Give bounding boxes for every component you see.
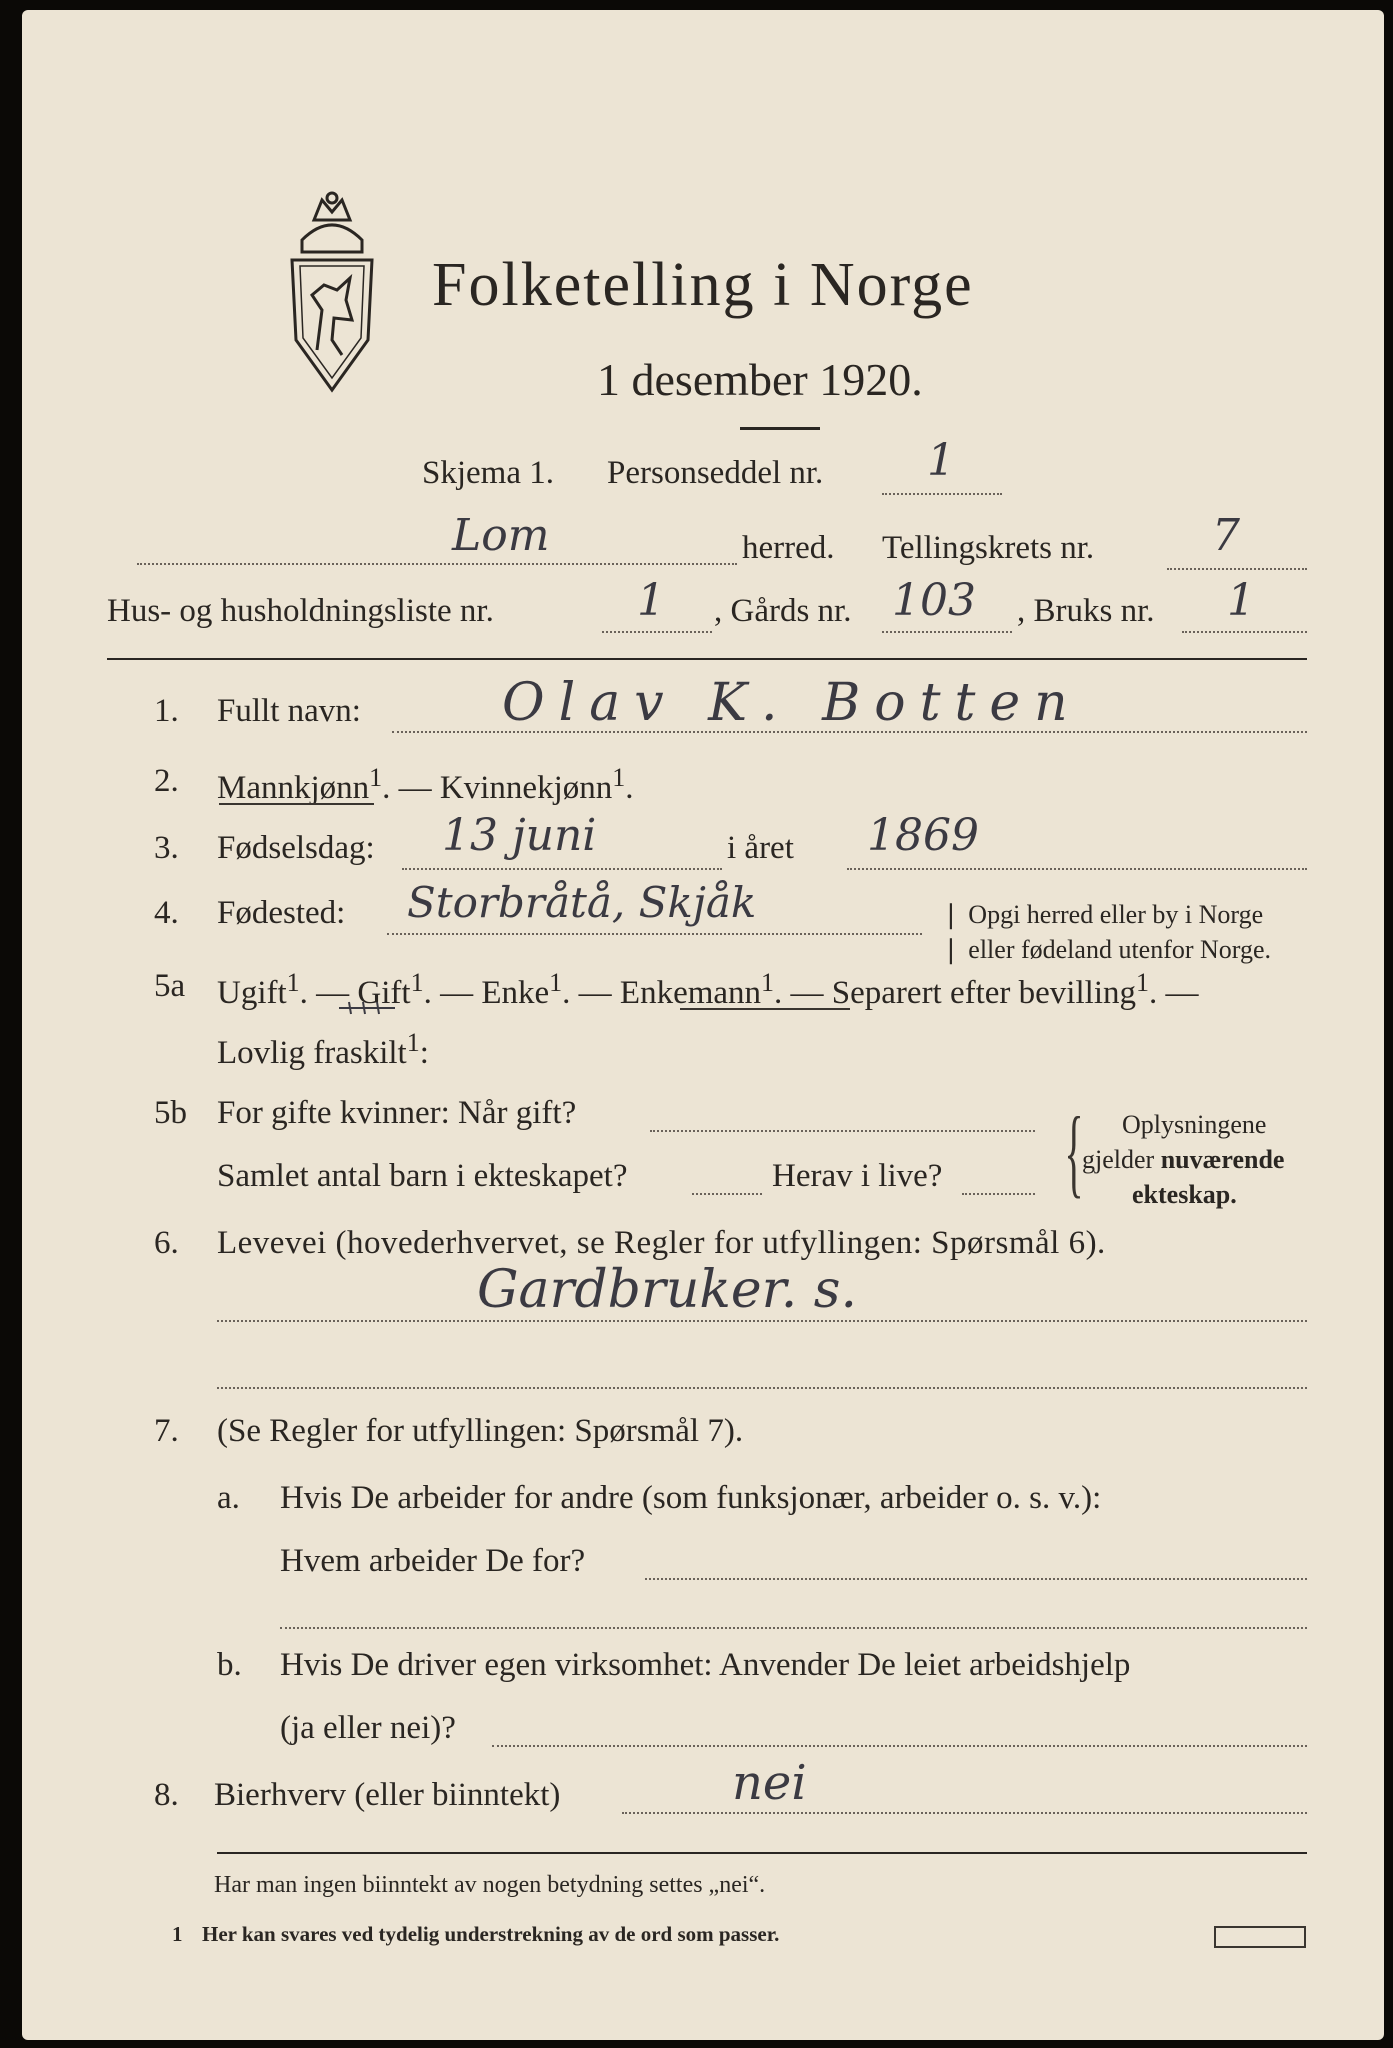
bottom-note: Har man ingen biinntekt av nogen betydning settes „nei“. <box>214 1872 766 1898</box>
full-name-value: Olav K. Botten <box>502 673 1082 733</box>
option-gift: Gift <box>357 975 411 1011</box>
footnote-mark: 1 <box>172 1922 183 1946</box>
birthplace-note-2: ❘ eller fødeland utenfor Norge. <box>940 935 1272 964</box>
year-label: i året <box>727 830 794 866</box>
q7a-text: Hvis De arbeider for andre (som funksjonær, arbeider o. s. v.): <box>280 1480 1102 1516</box>
form-title: Folketelling i Norge <box>432 251 974 319</box>
hus-value: 1 <box>637 575 665 626</box>
q4-label: Fødested: <box>217 895 346 931</box>
note-brace: { <box>1064 1096 1084 1207</box>
occupation-value: Gardbruker. s. <box>477 1260 858 1320</box>
personseddel-line <box>882 493 1002 495</box>
enkemann-underline <box>680 1008 850 1010</box>
q7a-text-2: Hvem arbeider De for? <box>280 1543 586 1579</box>
q7b-text: Hvis De driver egen virksomhet: Anvender De leiet arbeidshjelp <box>280 1647 1131 1683</box>
q2-number: 2. <box>154 763 179 799</box>
lovlig-fraskilt: Lovlig fraskilt$^1$: <box>217 1028 429 1071</box>
footnote-text: Her kan svares ved tydelig understrekning av de ord som passer. <box>202 1922 780 1946</box>
marital-status-options: Ugift$^1$. — Gift$^1$. — Enke$^1$. — Enkemann$^1$. — Separert efter bevilling$^1$. — <box>217 968 1199 1011</box>
title-divider <box>740 427 820 430</box>
q6-number: 6. <box>154 1225 179 1261</box>
tellingskrets-line <box>1167 568 1307 570</box>
gards-value: 103 <box>892 575 976 626</box>
herred-label: herred. <box>742 530 835 566</box>
birthplace-note-1: ❘ Opgi herred eller by i Norge <box>940 900 1264 929</box>
occupation-line-2 <box>217 1387 1307 1389</box>
q7-label: (Se Regler for utfyllingen: Spørsmål 7). <box>217 1413 744 1449</box>
q7b-letter: b. <box>217 1647 242 1683</box>
gards-line <box>882 631 1012 633</box>
q3-label: Fødselsdag: <box>217 830 375 866</box>
q5b-note-2: gjelder nuværende <box>1082 1145 1285 1174</box>
bottom-divider <box>217 1852 1307 1854</box>
bruks-line <box>1182 631 1307 633</box>
q7a-letter: a. <box>217 1480 240 1516</box>
skjema-label: Skjema 1. <box>422 455 554 491</box>
married-when-line <box>650 1130 1035 1132</box>
q6-label: Levevei (hovederhvervet, se Regler for utfyllingen: Spørsmål 6). <box>217 1225 1106 1261</box>
option-enkemann: Enkemann <box>619 975 762 1011</box>
tellingskrets-value: 7 <box>1212 510 1240 561</box>
q5a-number: 5a <box>154 968 186 1004</box>
norwegian-coat-of-arms-icon <box>262 190 402 400</box>
census-date: 1 desember 1920. <box>597 354 923 405</box>
census-form-page <box>22 10 1384 2040</box>
header-divider <box>107 658 1307 660</box>
option-mannkjonn: Mannkjønn <box>217 770 370 806</box>
option-kvinnekjonn: Kvinnekjønn <box>439 770 613 806</box>
birthdate-value: 13 juni <box>442 810 597 861</box>
personseddel-label: Personseddel nr. <box>607 455 824 491</box>
bruks-label: , Bruks nr. <box>1017 593 1155 629</box>
herred-line <box>137 563 737 565</box>
personseddel-value: 1 <box>927 435 955 486</box>
children-label: Samlet antal barn i ekteskapet? <box>217 1158 628 1194</box>
gift-strikethrough <box>337 1000 397 1016</box>
gender-options: Mannkjønn$^1$. — Kvinnekjønn$^1$. <box>217 763 634 806</box>
bruks-value: 1 <box>1227 575 1255 626</box>
birthplace-line <box>387 933 922 935</box>
alive-label: Herav i live? <box>772 1158 943 1194</box>
side-income-value: nei <box>732 1755 807 1811</box>
q5b-note-3: ekteskap. <box>1132 1180 1237 1209</box>
q1-number: 1. <box>154 693 179 729</box>
q7b-text-2: (ja eller nei)? <box>280 1710 456 1746</box>
employer-line-2 <box>280 1627 1307 1629</box>
gards-label: , Gårds nr. <box>714 593 852 629</box>
hus-label: Hus- og husholdningsliste nr. <box>107 593 494 629</box>
hus-line <box>602 631 712 633</box>
side-income-line <box>622 1812 1307 1814</box>
q8-label: Bierhverv (eller biinntekt) <box>214 1777 561 1813</box>
children-line <box>692 1193 762 1195</box>
birthdate-line <box>402 868 722 870</box>
alive-line <box>962 1193 1035 1195</box>
q5b-label: For gifte kvinner: Når gift? <box>217 1095 577 1131</box>
herred-value: Lom <box>452 510 550 561</box>
q7-number: 7. <box>154 1413 179 1449</box>
birthplace-value: Storbråtå, Skjåk <box>407 878 757 927</box>
year-line <box>847 868 1307 870</box>
printer-stamp <box>1214 1926 1306 1948</box>
birth-year-value: 1869 <box>867 810 979 861</box>
q5b-number: 5b <box>154 1095 187 1131</box>
q5b-note-1: Oplysningene <box>1122 1110 1267 1139</box>
q3-number: 3. <box>154 830 179 866</box>
employer-line-1 <box>645 1578 1307 1580</box>
q4-number: 4. <box>154 895 179 931</box>
occupation-line-1 <box>217 1320 1307 1322</box>
mannkjonn-underline <box>219 803 374 805</box>
q8-number: 8. <box>154 1777 179 1813</box>
tellingskrets-label: Tellingskrets nr. <box>882 530 1095 566</box>
q1-label: Fullt navn: <box>217 693 361 729</box>
hired-help-line <box>492 1745 1307 1747</box>
